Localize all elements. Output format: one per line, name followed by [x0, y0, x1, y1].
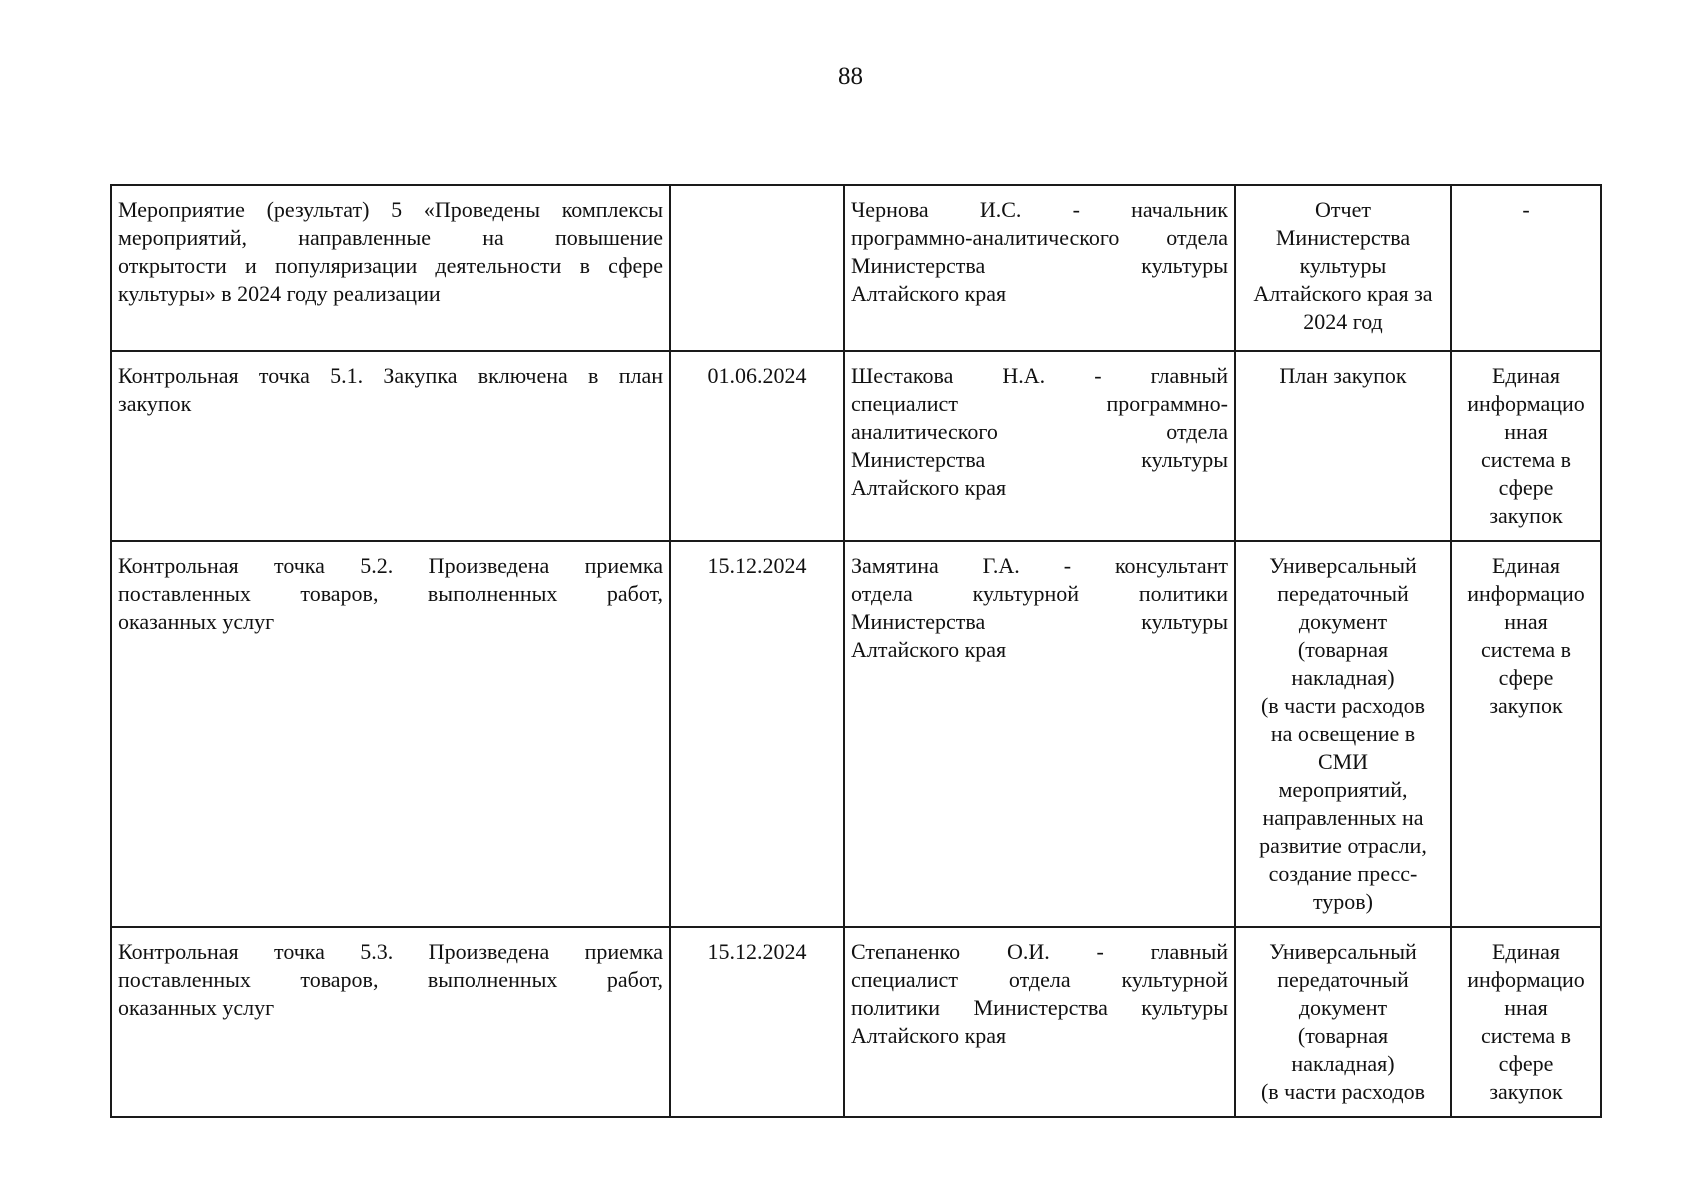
responsible-cell — [844, 541, 1235, 927]
responsible-line: специалист программно- — [851, 391, 1228, 416]
document-cell — [1235, 927, 1451, 1117]
responsible-line: Замятина Г.А. - консультант — [851, 553, 1228, 578]
responsible-line: Министерства культуры — [851, 609, 1228, 634]
responsible-line: аналитического отдела — [851, 419, 1228, 444]
document-cell — [1235, 185, 1451, 351]
event-name-line: мероприятий, направленные на повышение — [118, 225, 663, 250]
deadline-date: 15.12.2024 — [707, 553, 807, 578]
deadline-date: 15.12.2024 — [707, 939, 807, 964]
deadline-cell — [670, 541, 844, 927]
event-name-cell — [111, 541, 670, 927]
activity-table — [110, 184, 1602, 1118]
info-system-cell — [1451, 351, 1601, 541]
responsible-line: Министерства культуры — [851, 253, 1228, 278]
table-row — [111, 541, 1601, 927]
info-system: Единая информацио нная система в сфере закупок — [1467, 363, 1585, 528]
responsible-line: программно-аналитического отдела — [851, 225, 1228, 250]
event-name-line: закупок — [118, 391, 192, 416]
document-type: Универсальный передаточный документ (товарная накладная) (в части расходов на освещение в СМИ мероприятий, направленных на развитие отрасли, создание пресс- туров) — [1259, 553, 1427, 914]
responsible-line: Шестакова Н.А. - главный — [851, 363, 1228, 388]
info-system: Единая информацио нная система в сфере закупок — [1467, 553, 1585, 718]
document-type: Универсальный передаточный документ (товарная накладная) (в части расходов — [1260, 939, 1426, 1104]
table-row — [111, 185, 1601, 351]
info-system-cell — [1451, 185, 1601, 351]
responsible-line: Алтайского края — [851, 1023, 1007, 1048]
responsible-line: политики Министерства культуры — [851, 995, 1228, 1020]
info-system-cell — [1451, 541, 1601, 927]
info-system: - — [1522, 197, 1530, 222]
responsible-line: Алтайского края — [851, 281, 1007, 306]
responsible-line: специалист отдела культурной — [851, 967, 1228, 992]
event-name-line: Мероприятие (результат) 5 «Проведены комплексы — [118, 197, 663, 222]
info-system: Единая информацио нная система в сфере закупок — [1467, 939, 1585, 1104]
event-name-line: открытости и популяризации деятельности в сфере — [118, 253, 663, 278]
table-row — [111, 927, 1601, 1117]
event-name-line: оказанных услуг — [118, 995, 275, 1020]
table-row — [111, 351, 1601, 541]
event-name-line: поставленных товаров, выполненных работ, — [118, 967, 663, 992]
responsible-line: Алтайского края — [851, 475, 1007, 500]
event-name-cell — [111, 927, 670, 1117]
deadline-date: 01.06.2024 — [707, 363, 807, 388]
responsible-line: Чернова И.С. - начальник — [851, 197, 1228, 222]
document-cell — [1235, 541, 1451, 927]
document-type: Отчет Министерства культуры Алтайского края за 2024 год — [1253, 197, 1433, 334]
responsible-cell — [844, 927, 1235, 1117]
info-system-cell — [1451, 927, 1601, 1117]
deadline-cell — [670, 185, 844, 351]
deadline-cell — [670, 351, 844, 541]
deadline-cell — [670, 927, 844, 1117]
responsible-line: Министерства культуры — [851, 447, 1228, 472]
event-name-cell — [111, 185, 670, 351]
responsible-cell — [844, 351, 1235, 541]
responsible-line: Алтайского края — [851, 637, 1007, 662]
responsible-line: отдела культурной политики — [851, 581, 1228, 606]
event-name-line: поставленных товаров, выполненных работ, — [118, 581, 663, 606]
event-name-line: Контрольная точка 5.2. Произведена приемка — [118, 553, 663, 578]
event-name-cell — [111, 351, 670, 541]
event-name-line: Контрольная точка 5.3. Произведена приемка — [118, 939, 663, 964]
responsible-cell — [844, 185, 1235, 351]
responsible-line: Степаненко О.И. - главный — [851, 939, 1228, 964]
event-name-line: оказанных услуг — [118, 609, 275, 634]
event-name-line: Контрольная точка 5.1. Закупка включена в план — [118, 363, 663, 388]
event-name-line: культуры» в 2024 году реализации — [118, 281, 441, 306]
page-number: 88 — [838, 63, 863, 90]
document-cell — [1235, 351, 1451, 541]
document-type: План закупок — [1279, 363, 1407, 388]
